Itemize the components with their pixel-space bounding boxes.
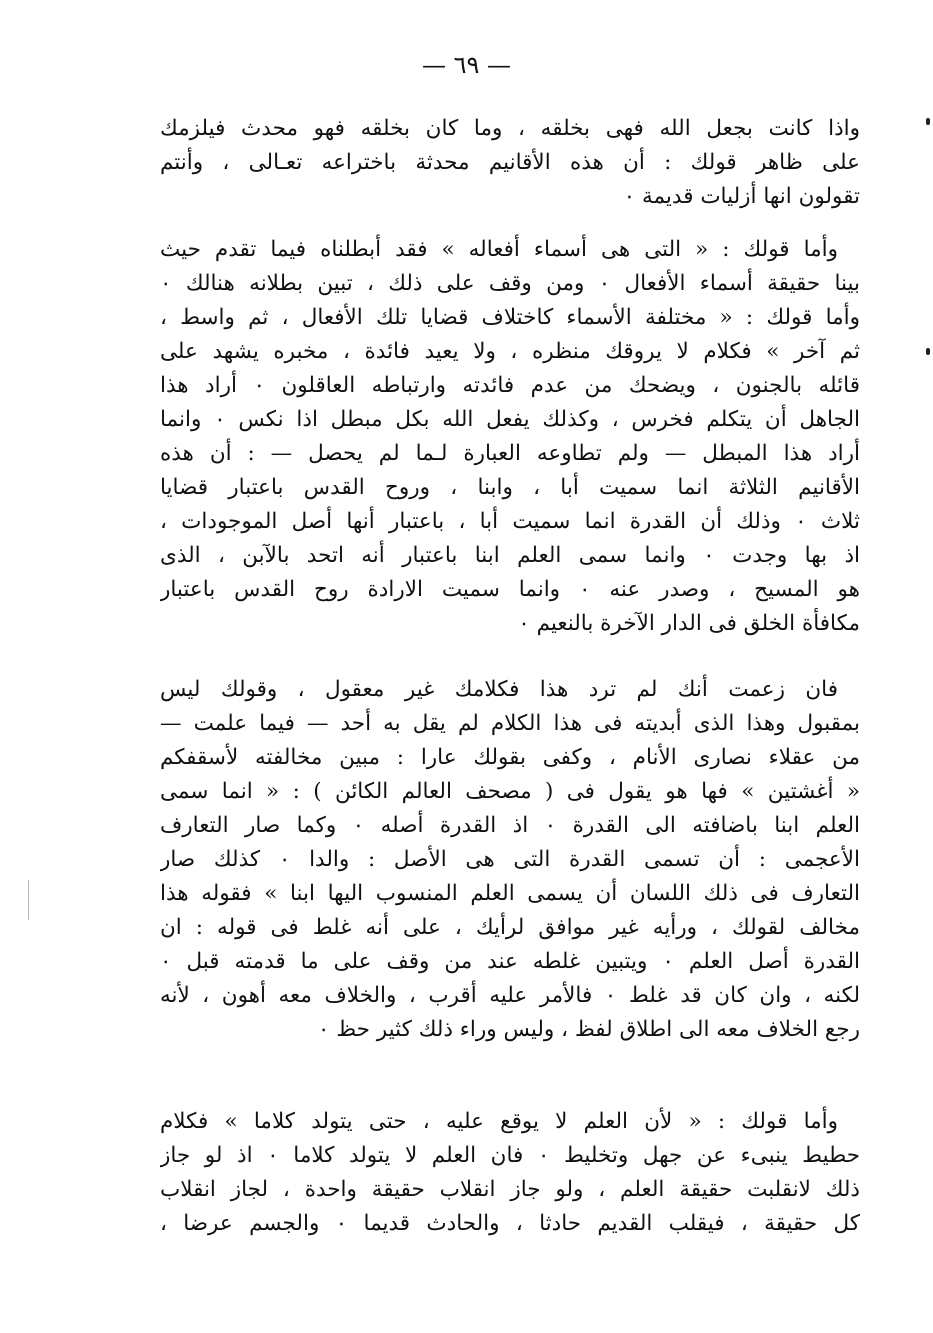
paragraph-3 <box>160 673 860 1047</box>
text-line: بينا حقيقة أسماء الأفعال ٠ ومن وقف على ذلك ، تبين بطلانه هنالك ٠ <box>160 271 860 296</box>
text-line: مخالف لقولك ، ورأيه غير موافق لرأيك ، على أنه غلط فى قوله : ان <box>160 915 860 940</box>
text-line: مكافأة الخلق فى الدار الآخرة بالنعيم ٠ <box>518 611 860 636</box>
text-line: وأما قولك : « التى هى أسماء أفعاله » فقد أبطلناه فيما تقدم حيث <box>160 237 838 262</box>
text-line: واذا كانت بجعل الله فهى بخلقه ، وما كان بخلقه فهو محدث فيلزمك <box>160 116 860 141</box>
text-line: ثلاث ٠ وذلك أن القدرة انما سميت أبا ، باعتبار أنها أصل الموجودات ، <box>160 509 860 534</box>
text-line: رجع الخلاف معه الى اطلاق لفظ ، وليس وراء ذلك كثير حظ ٠ <box>317 1017 860 1042</box>
text-line: اذ بها وجدت ٠ وانما سمى العلم ابنا باعتبار أنه اتحد بالآبن ، الذى <box>160 543 860 568</box>
text-line: القدرة أصل العلم ٠ ويتبين غلطه عند من وقف على ما قدمته قبل ٠ <box>160 949 860 974</box>
paragraph-1 <box>160 112 860 214</box>
scan-speck <box>926 118 930 125</box>
text-line: وأما قولك : « لأن العلم لا يوقع عليه ، حتى يتولد كلاما » فكلام <box>160 1109 838 1134</box>
text-line: تقولون انها أزليات قديمة ٠ <box>623 184 860 209</box>
text-line: هو المسيح ، وصدر عنه ٠ وانما سميت الارادة روح القدس باعتبار <box>160 577 860 602</box>
paragraph-4 <box>160 1105 860 1241</box>
text-line: التعارف فى ذلك اللسان أن يسمى العلم المنسوب اليها ابنا » فقوله هذا <box>160 881 860 906</box>
text-line: الأقانيم الثلاثة انما سميت أبا ، وابنا ، وروح القدس باعتبار قضايا <box>160 475 860 500</box>
text-line: فان زعمت أنك لم ترد هذا فكلامك غير معقول ، وقولك ليس <box>160 677 838 702</box>
text-line: لكنه ، وان كان قد غلط ٠ فالأمر عليه أقرب ، والخلاف معه أهون ، لأنه <box>160 983 860 1008</box>
text-line: ذلك لانقلبت حقيقة العلم ، ولو جاز انقلاب حقيقة واحدة ، لجاز انقلاب <box>160 1177 860 1202</box>
paragraph-2 <box>160 233 860 641</box>
text-line: وأما قولك : « مختلفة الأسماء كاختلاف قضايا تلك الأفعال ، ثم واسط ، <box>160 305 860 330</box>
text-line: بمقبول وهذا الذى أبديته فى هذا الكلام لم يقل به أحد — فيما علمت — <box>160 711 860 736</box>
text-line: الأعجمى : أن تسمى القدرة التى هى الأصل : والدا ٠ كذلك صار <box>160 847 860 872</box>
text-line: كل حقيقة ، فيقلب القديم حادثا ، والحادث قديما ٠ والجسم عرضا ، <box>160 1211 860 1236</box>
text-line: العلم ابنا باضافته الى القدرة ٠ اذ القدرة أصله ٠ وكما صار التعارف <box>160 813 860 838</box>
scan-speck <box>926 348 930 355</box>
text-line: حطيط ينبىء عن جهل وتخليط ٠ فان العلم لا يتولد كلاما ٠ اذ لو جاز <box>160 1143 860 1168</box>
page-number: — ٦٩ — <box>421 51 512 79</box>
scan-line <box>28 880 29 920</box>
text-line: « أغشتين » فها هو يقول فى ( مصحف العالم الكائن ) : « انما سمى <box>160 779 860 804</box>
text-line: من عقلاء نصارى الأنام ، وكفى بقولك عارا : مبين مخالفته لأسقفكم <box>160 745 860 770</box>
text-line: أراد هذا المبطل — ولم تطاوعه العبارة لـما لم يحصل — : أن هذه <box>160 441 860 466</box>
text-line: على ظاهر قولك : أن هذه الأقانيم محدثة باختراعه تعـالى ، وأنتم <box>160 150 860 175</box>
text-line: قائله بالجنون ، ويضحك من عدم فائدته وارتباطه العاقلون ٠ أراد هذا <box>160 373 860 398</box>
text-line: الجاهل أن يتكلم فخرس ، وكذلك يفعل الله بكل مبطل اذا نكس ٠ وانما <box>160 407 860 432</box>
text-line: ثم آخر » فكلام لا يروقك منظره ، ولا يعيد فائدة ، مخبره يشهد على <box>160 339 860 364</box>
